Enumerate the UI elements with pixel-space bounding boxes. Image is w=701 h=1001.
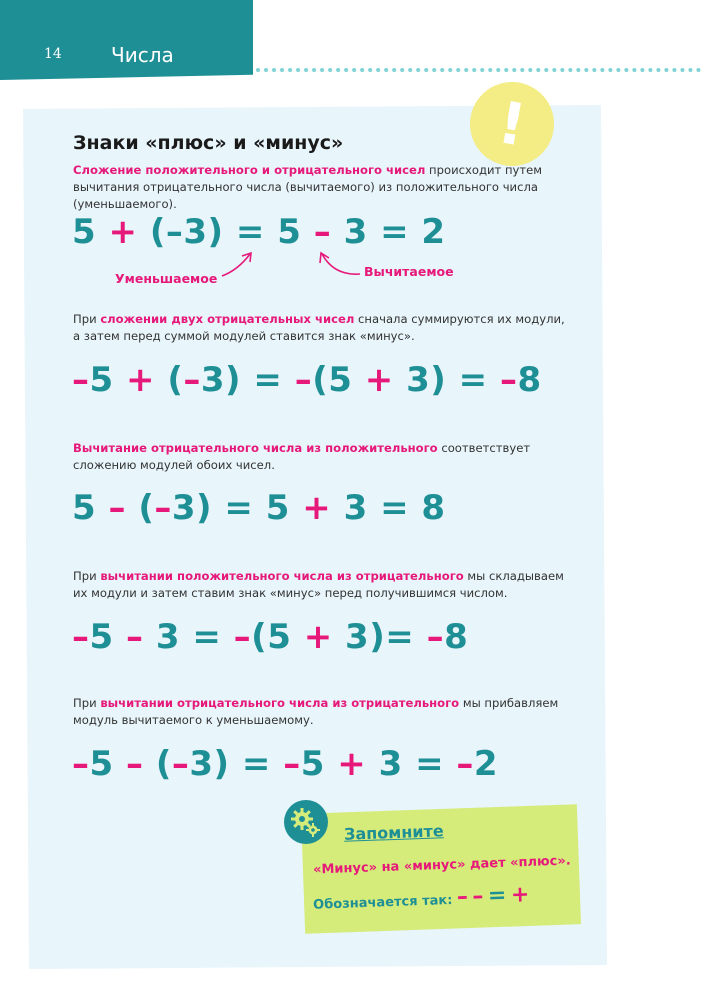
equation-operator: – [283, 744, 301, 784]
rule-paragraph-4 [73, 568, 573, 602]
equation-operator: – [294, 360, 313, 400]
equation-operator: + [337, 744, 367, 784]
gears-badge [284, 800, 328, 844]
note-plus: + [510, 882, 530, 908]
rule-paragraph-1 [73, 162, 573, 213]
note-minus-1: – [456, 884, 469, 910]
rule-text-3: соответствует сложению модулей обоих чисел. [73, 441, 531, 472]
equation-term: (5 [251, 617, 304, 657]
equation-operator: + [302, 488, 332, 528]
equation-operator: – [183, 360, 201, 400]
equation-term: 3) = [393, 360, 500, 400]
chapter-title: Числа [111, 43, 174, 67]
equation-5 [72, 744, 498, 784]
equation-term: ( [155, 360, 184, 400]
rule-text-1: происходит путем вычитания отрицательного числа (вычитаемого) из положительного числа (уменьшаемого). [73, 163, 543, 211]
rule-highlight-3: Вычитание отрицательного числа из положительного [73, 441, 438, 455]
note-minus-2: – [471, 883, 484, 910]
rule-paragraph-3 [73, 440, 573, 474]
header-band [0, 0, 253, 80]
equation-operator: – [72, 744, 90, 784]
minuend-arrow [218, 248, 258, 280]
equation-term: (–3) = 5 [137, 212, 314, 252]
equation-operator: + [364, 360, 394, 400]
equation-operator: – [233, 617, 252, 657]
subtrahend-arrow [314, 250, 364, 282]
note-title: Запомните [343, 821, 444, 844]
equation-term: 5 [89, 617, 126, 657]
equation-operator: + [126, 360, 155, 400]
equation-term: 3 = [366, 744, 457, 784]
equation-operator: + [108, 212, 138, 252]
equation-term: 5 [89, 744, 126, 784]
equation-operator: – [126, 744, 144, 784]
equation-operator: – [72, 360, 90, 400]
rule-text-5: мы прибавляем модуль вычитаемого к уменьшаемому. [73, 696, 559, 727]
equation-term: 3) = [200, 360, 295, 400]
equation-term: 5 [72, 488, 109, 528]
equation-operator: – [426, 617, 445, 657]
equation-term: 8 [517, 360, 542, 400]
equation-term: 3)= [332, 617, 427, 657]
rule-paragraph-2 [73, 311, 573, 345]
note-rule: «Минус» на «минус» дает «плюс». [312, 853, 571, 878]
equation-operator: – [108, 488, 126, 528]
rule-text-2: сначала суммируются их модули, а затем перед суммой модулей ставится знак «минус». [73, 312, 565, 343]
equation-1 [72, 212, 446, 252]
equation-operator: + [303, 617, 333, 657]
rule-highlight-2: сложении двух отрицательных чисел [100, 312, 355, 326]
equation-term: 3 = 2 [331, 212, 446, 252]
equation-operator: – [72, 617, 90, 657]
equation-term: (5 [312, 360, 365, 400]
note-notation-label: Обозначается так: [312, 892, 453, 913]
equation-term: 3 = [143, 617, 234, 657]
equation-term: 3) = 5 [171, 488, 303, 528]
equation-term: 5 [72, 212, 109, 252]
rule-highlight-4: вычитании положительного числа из отрицательного [100, 569, 464, 583]
rule-prefix-5: При [73, 696, 101, 710]
equation-4 [72, 617, 468, 657]
equation-term: ( [143, 744, 172, 784]
equation-term: 8 [444, 617, 469, 657]
equation-operator: – [456, 744, 474, 784]
equation-term: 5 [300, 744, 338, 784]
subtrahend-label: Вычитаемое [364, 264, 454, 279]
rule-paragraph-5 [73, 695, 573, 729]
minuend-label: Уменьшаемое [115, 271, 218, 286]
equation-operator: – [154, 488, 172, 528]
equation-2 [72, 360, 542, 400]
page-number: 14 [44, 46, 62, 62]
equation-operator: – [500, 360, 518, 400]
equation-3 [72, 488, 446, 528]
equation-term: 3 = 8 [331, 488, 446, 528]
dotted-divider [256, 68, 701, 72]
rule-highlight-5: вычитании отрицательного числа из отрицательного [100, 696, 460, 710]
section-title: Знаки «плюс» и «минус» [73, 132, 344, 154]
gears-icon [284, 800, 328, 844]
equation-term: ( [126, 488, 155, 528]
rule-prefix-2: При [73, 312, 101, 326]
equation-term: 2 [473, 744, 499, 784]
rule-highlight-1: Сложение положительного и отрицательного чисел [73, 163, 426, 177]
note-equals: = [487, 883, 507, 909]
equation-term: 3) = [189, 744, 284, 784]
equation-operator: – [126, 617, 144, 657]
rule-prefix-4: При [73, 569, 101, 583]
rule-text-4: мы складываем их модули и затем ставим знак «минус» перед получившимся числом. [73, 569, 564, 600]
equation-operator: – [313, 212, 332, 252]
equation-term: 5 [89, 360, 126, 400]
exclamation-icon: ! [463, 75, 560, 172]
equation-operator: – [171, 744, 190, 784]
